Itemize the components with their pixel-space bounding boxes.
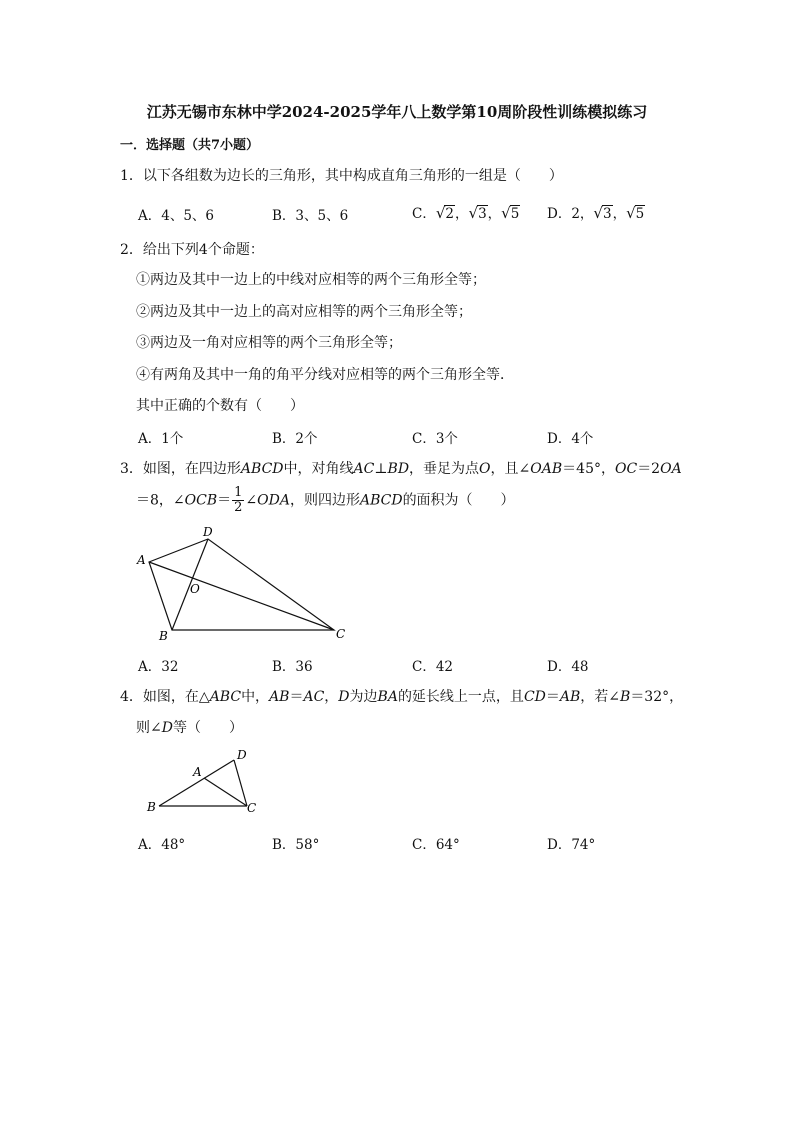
q3-option-b[interactable]: B．36 <box>272 659 313 675</box>
q1-c-prefix: C． <box>412 206 436 222</box>
q3-stem-line-1: 3．如图，在四边形ABCD中，对角线AC⊥BD，垂足为点O，且∠OAB＝45°，OC＝2OA <box>120 461 682 477</box>
q1-stem: 1．以下各组数为边长的三角形，其中构成直角三角形的一组是（ ） <box>120 168 563 184</box>
page-title: 江苏无锡市东林中学2024-2025学年八上数学第10周阶段性训练模拟练习 <box>146 103 648 121</box>
q1-option-b[interactable]: B．3、5、6 <box>272 208 349 224</box>
q4-label-c: C <box>247 801 257 815</box>
q3-label-b: B <box>159 629 168 643</box>
fraction-one-half: $\frac{1}{2}$ <box>234 485 243 515</box>
sqrt-2: √2 <box>435 204 454 222</box>
section-heading: 一．选择题（共7小题） <box>120 138 260 153</box>
sqrt-5: √5 <box>626 204 645 222</box>
separator: ， <box>487 206 502 222</box>
q4-option-d[interactable]: D．74° <box>547 837 596 853</box>
q4-stem-line-2: 则∠D等（ ） <box>136 720 243 736</box>
q4-option-c[interactable]: C．64° <box>412 837 460 853</box>
q2-stem: 2．给出下列4个命题： <box>120 242 264 258</box>
q1-option-a[interactable]: A．4、5、6 <box>138 208 215 224</box>
q4-label-b: B <box>147 800 156 814</box>
q4-label-d: D <box>237 748 247 762</box>
q2-option-c[interactable]: C．3个 <box>412 431 458 447</box>
q2-proposition-2: ②两边及其中一边上的高对应相等的两个三角形全等； <box>136 304 472 320</box>
q2-option-a[interactable]: A．1个 <box>138 431 184 447</box>
sqrt-3: √3 <box>593 204 612 222</box>
q4-option-b[interactable]: B．58° <box>272 837 320 853</box>
q3-option-d[interactable]: D．48 <box>547 659 589 675</box>
q3-stem-line-2: ＝8，∠OCB＝ $\frac{1}{2}$ ∠ODA，则四边形ABCD的面积为（ ） <box>136 485 515 515</box>
separator: ， <box>612 206 627 222</box>
q2-question: 其中正确的个数有（ ） <box>136 398 304 414</box>
q2-option-b[interactable]: B．2个 <box>272 431 318 447</box>
q3-label-o: O <box>190 582 200 596</box>
q1-d-prefix: D．2， <box>547 206 594 222</box>
sqrt-5: √5 <box>501 204 520 222</box>
q4-option-a[interactable]: A．48° <box>138 837 186 853</box>
sqrt-3: √3 <box>468 204 487 222</box>
separator: ， <box>455 206 469 222</box>
q3-label-c: C <box>336 627 346 641</box>
q2-proposition-1: ①两边及其中一边上的中线对应相等的两个三角形全等； <box>136 272 486 288</box>
q3-option-c[interactable]: C．42 <box>412 659 454 675</box>
q2-proposition-4: ④有两角及其中一角的角平分线对应相等的两个三角形全等． <box>136 367 514 383</box>
q3-option-a[interactable]: A．32 <box>138 659 179 675</box>
q4-stem-line-1: 4．如图，在△ABC中，AB＝AC，D为边BA的延长线上一点，且CD＝AB，若∠B＝32°， <box>120 689 684 705</box>
q2-proposition-3: ③两边及一角对应相等的两个三角形全等； <box>136 335 402 351</box>
q4-label-a: A <box>193 765 202 779</box>
q3-label-a: A <box>137 553 146 567</box>
q2-option-d[interactable]: D．4个 <box>547 431 594 447</box>
q3-label-d: D <box>203 525 213 539</box>
